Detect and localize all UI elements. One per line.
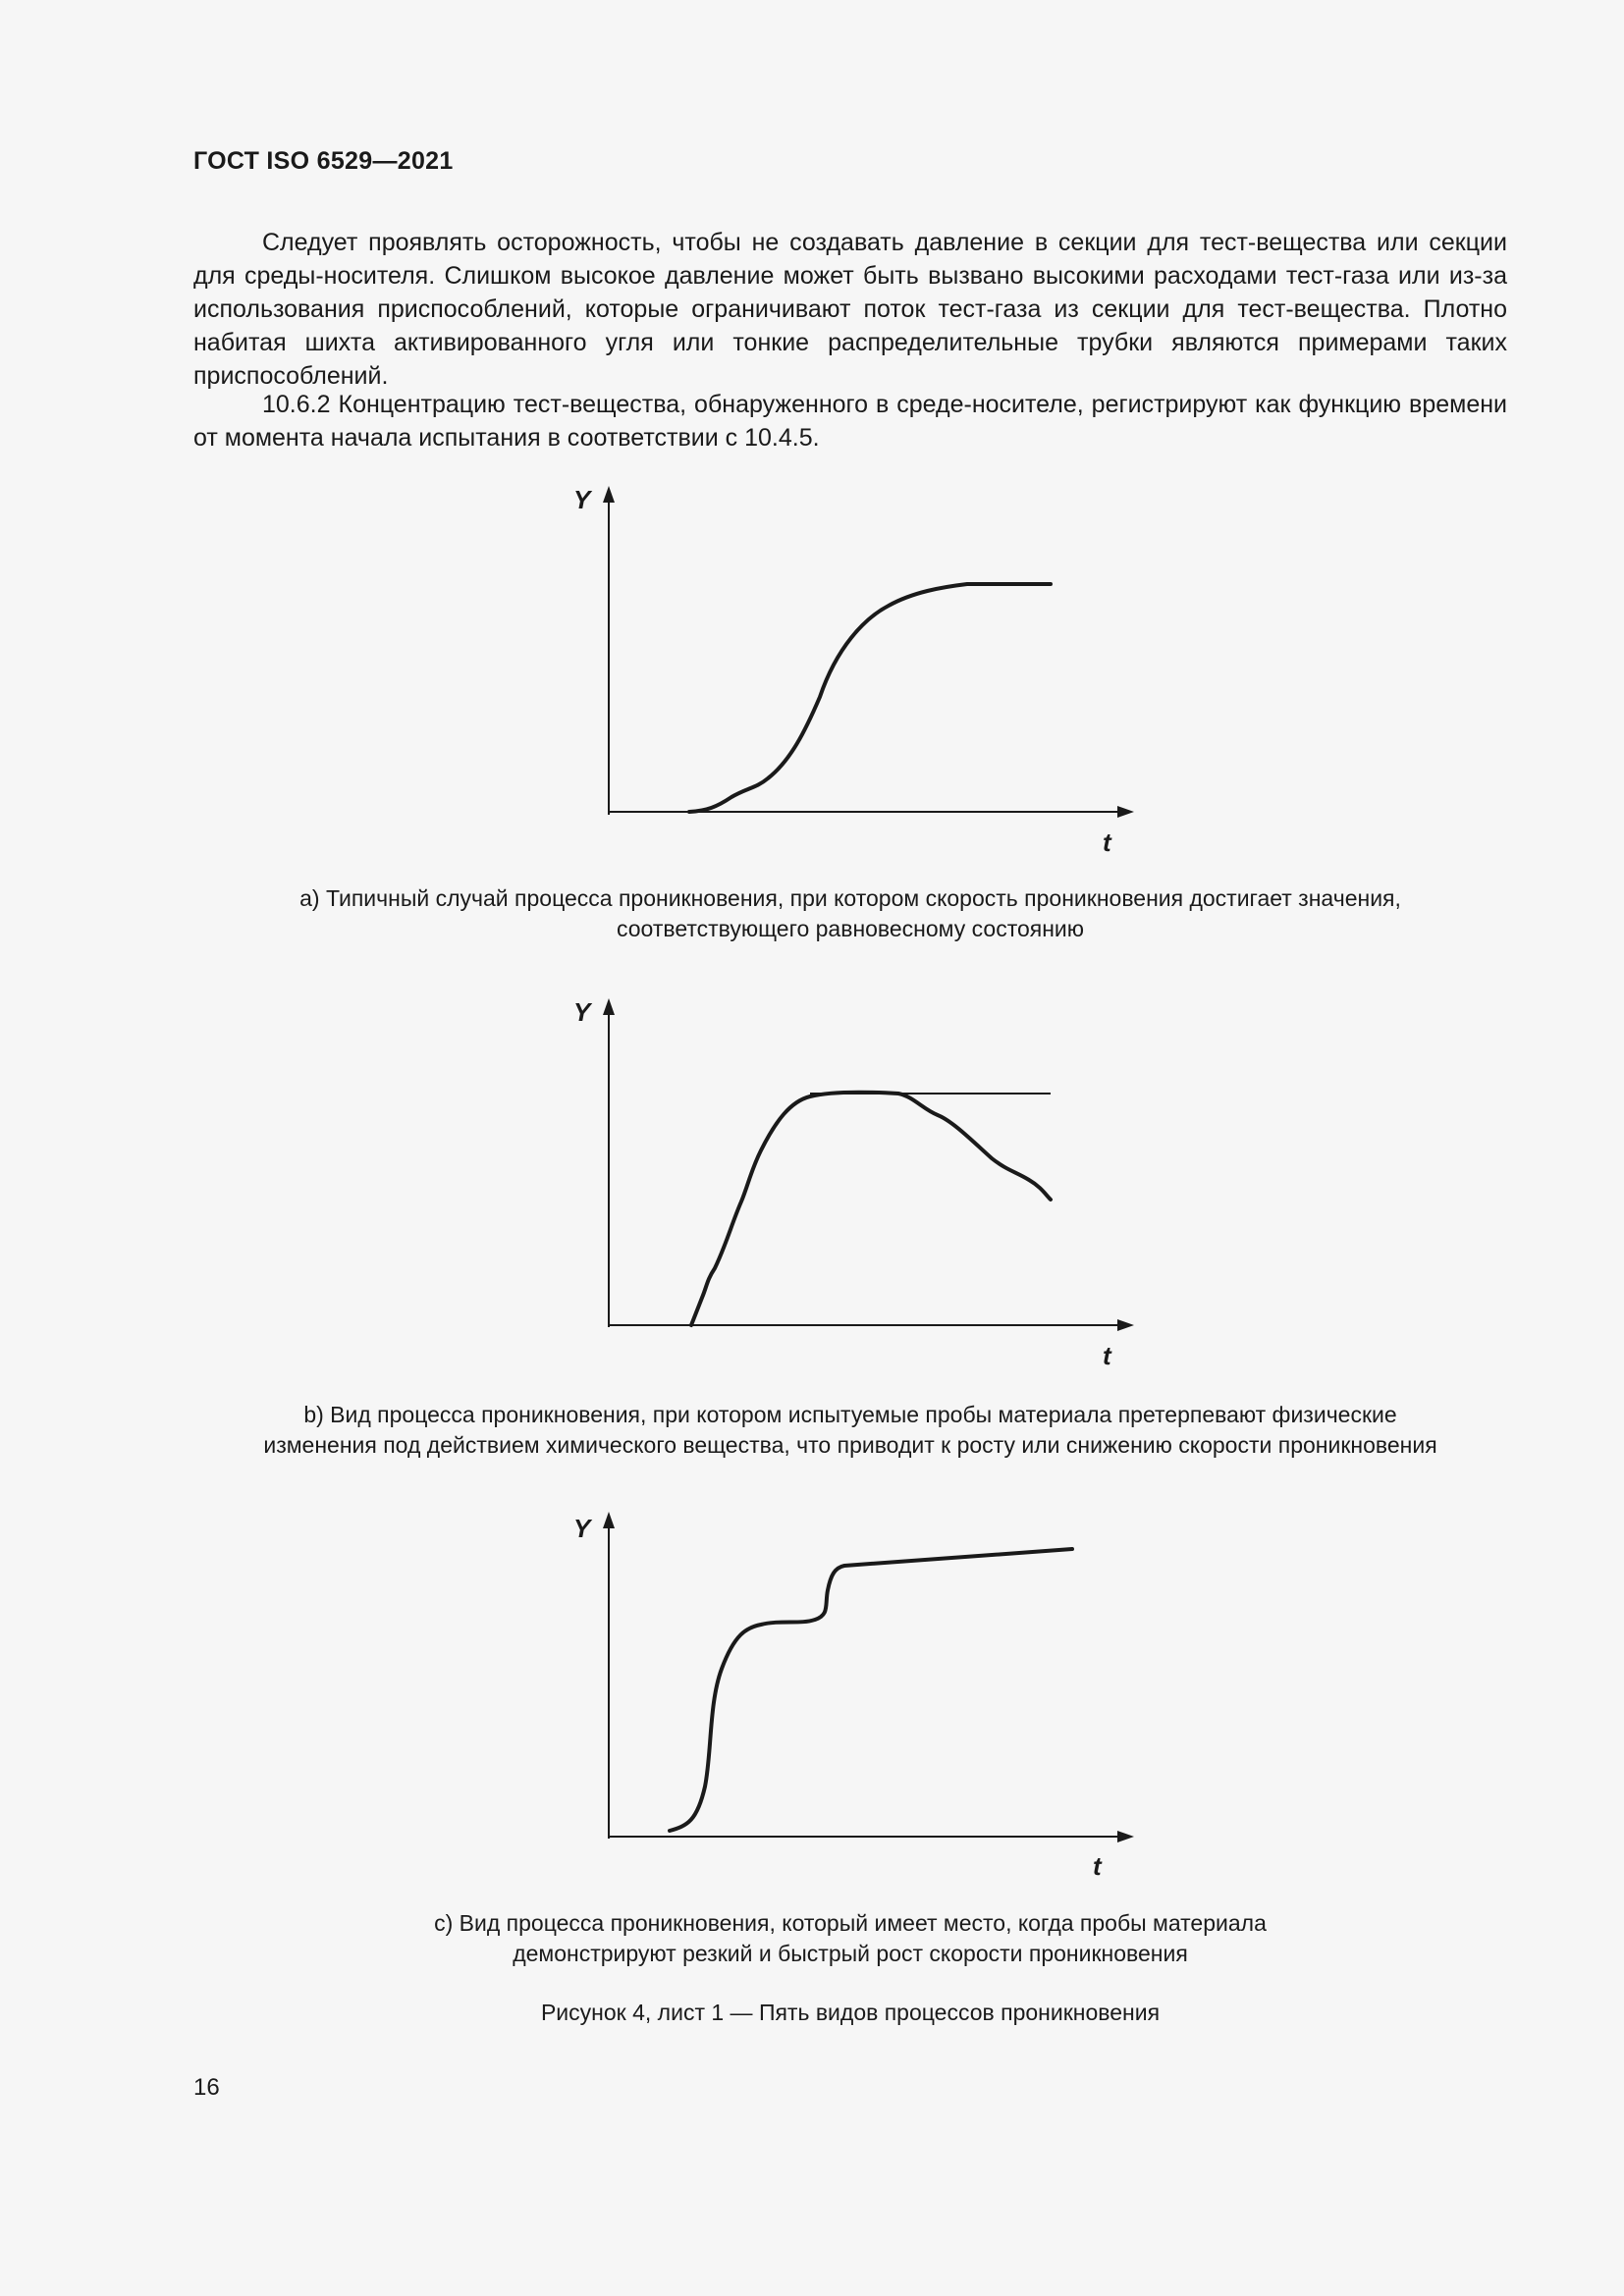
- y-axis: [603, 998, 615, 1327]
- y-axis-label: Y: [573, 485, 591, 514]
- y-axis-label: Y: [573, 1514, 591, 1543]
- figure-title: Рисунок 4, лист 1 — Пять видов процессов проникновения: [540, 2000, 1161, 2025]
- paragraph-10-6-2: 10.6.2 Концентрацию тест-вещества, обнаруженного в среде-носителе, регистрируют как функцию времени от момента начала испытания в соответствии с 10.4.5.: [193, 391, 1507, 452]
- caption-line: c) Вид процесса проникновения, который имеет место, когда пробы материала: [434, 1910, 1267, 1936]
- y-axis: [603, 486, 615, 815]
- x-axis-label: t: [1103, 1341, 1111, 1370]
- figure-c-caption: [193, 1908, 1507, 1969]
- permeation-curve: [691, 1093, 1051, 1325]
- caption-line: b) Вид процесса проникновения, при котором испытуемые пробы материала претерпевают физические: [303, 1402, 1397, 1427]
- x-axis-label: t: [1093, 1851, 1102, 1881]
- document-header: ГОСТ ISO 6529—2021: [193, 147, 454, 175]
- figure-b-caption: [193, 1400, 1507, 1461]
- permeation-curve: [670, 1549, 1072, 1831]
- y-axis: [603, 1512, 615, 1839]
- x-axis-label: t: [1103, 828, 1111, 857]
- figure-c-graph: [560, 1507, 1149, 1890]
- caption-line: a) Типичный случай процесса проникновения, при котором скорость проникновения достигает значения,: [299, 885, 1401, 911]
- caption-line: изменения под действием химического вещества, что приводит к росту или снижению скорости проникновения: [263, 1432, 1437, 1458]
- figure-a-graph: [560, 481, 1149, 864]
- y-axis-label: Y: [573, 997, 591, 1027]
- caption-line: демонстрируют резкий и быстрый рост скорости проникновения: [513, 1941, 1188, 1966]
- figure-a-caption: [193, 883, 1507, 944]
- x-axis: [609, 1319, 1134, 1331]
- permeation-curve: [689, 584, 1051, 812]
- figure-b-graph: [560, 993, 1149, 1376]
- page-number: 16: [193, 2074, 220, 2101]
- paragraph-pressure-caution: Следует проявлять осторожность, чтобы не создавать давление в секции для тест-вещества или секции для среды-носителя. Слишком высокое давление может быть вызвано высокими расходами тест-газа или из-за использования приспособлений, которые ограничивают поток тест-газа из секции для тест-вещества. Плотно набитая шихта активированного угля или тонкие распределительные трубки являются примерами таких приспособлений.: [193, 229, 1507, 390]
- caption-line: соответствующего равновесному состоянию: [616, 916, 1085, 941]
- x-axis: [609, 1831, 1134, 1842]
